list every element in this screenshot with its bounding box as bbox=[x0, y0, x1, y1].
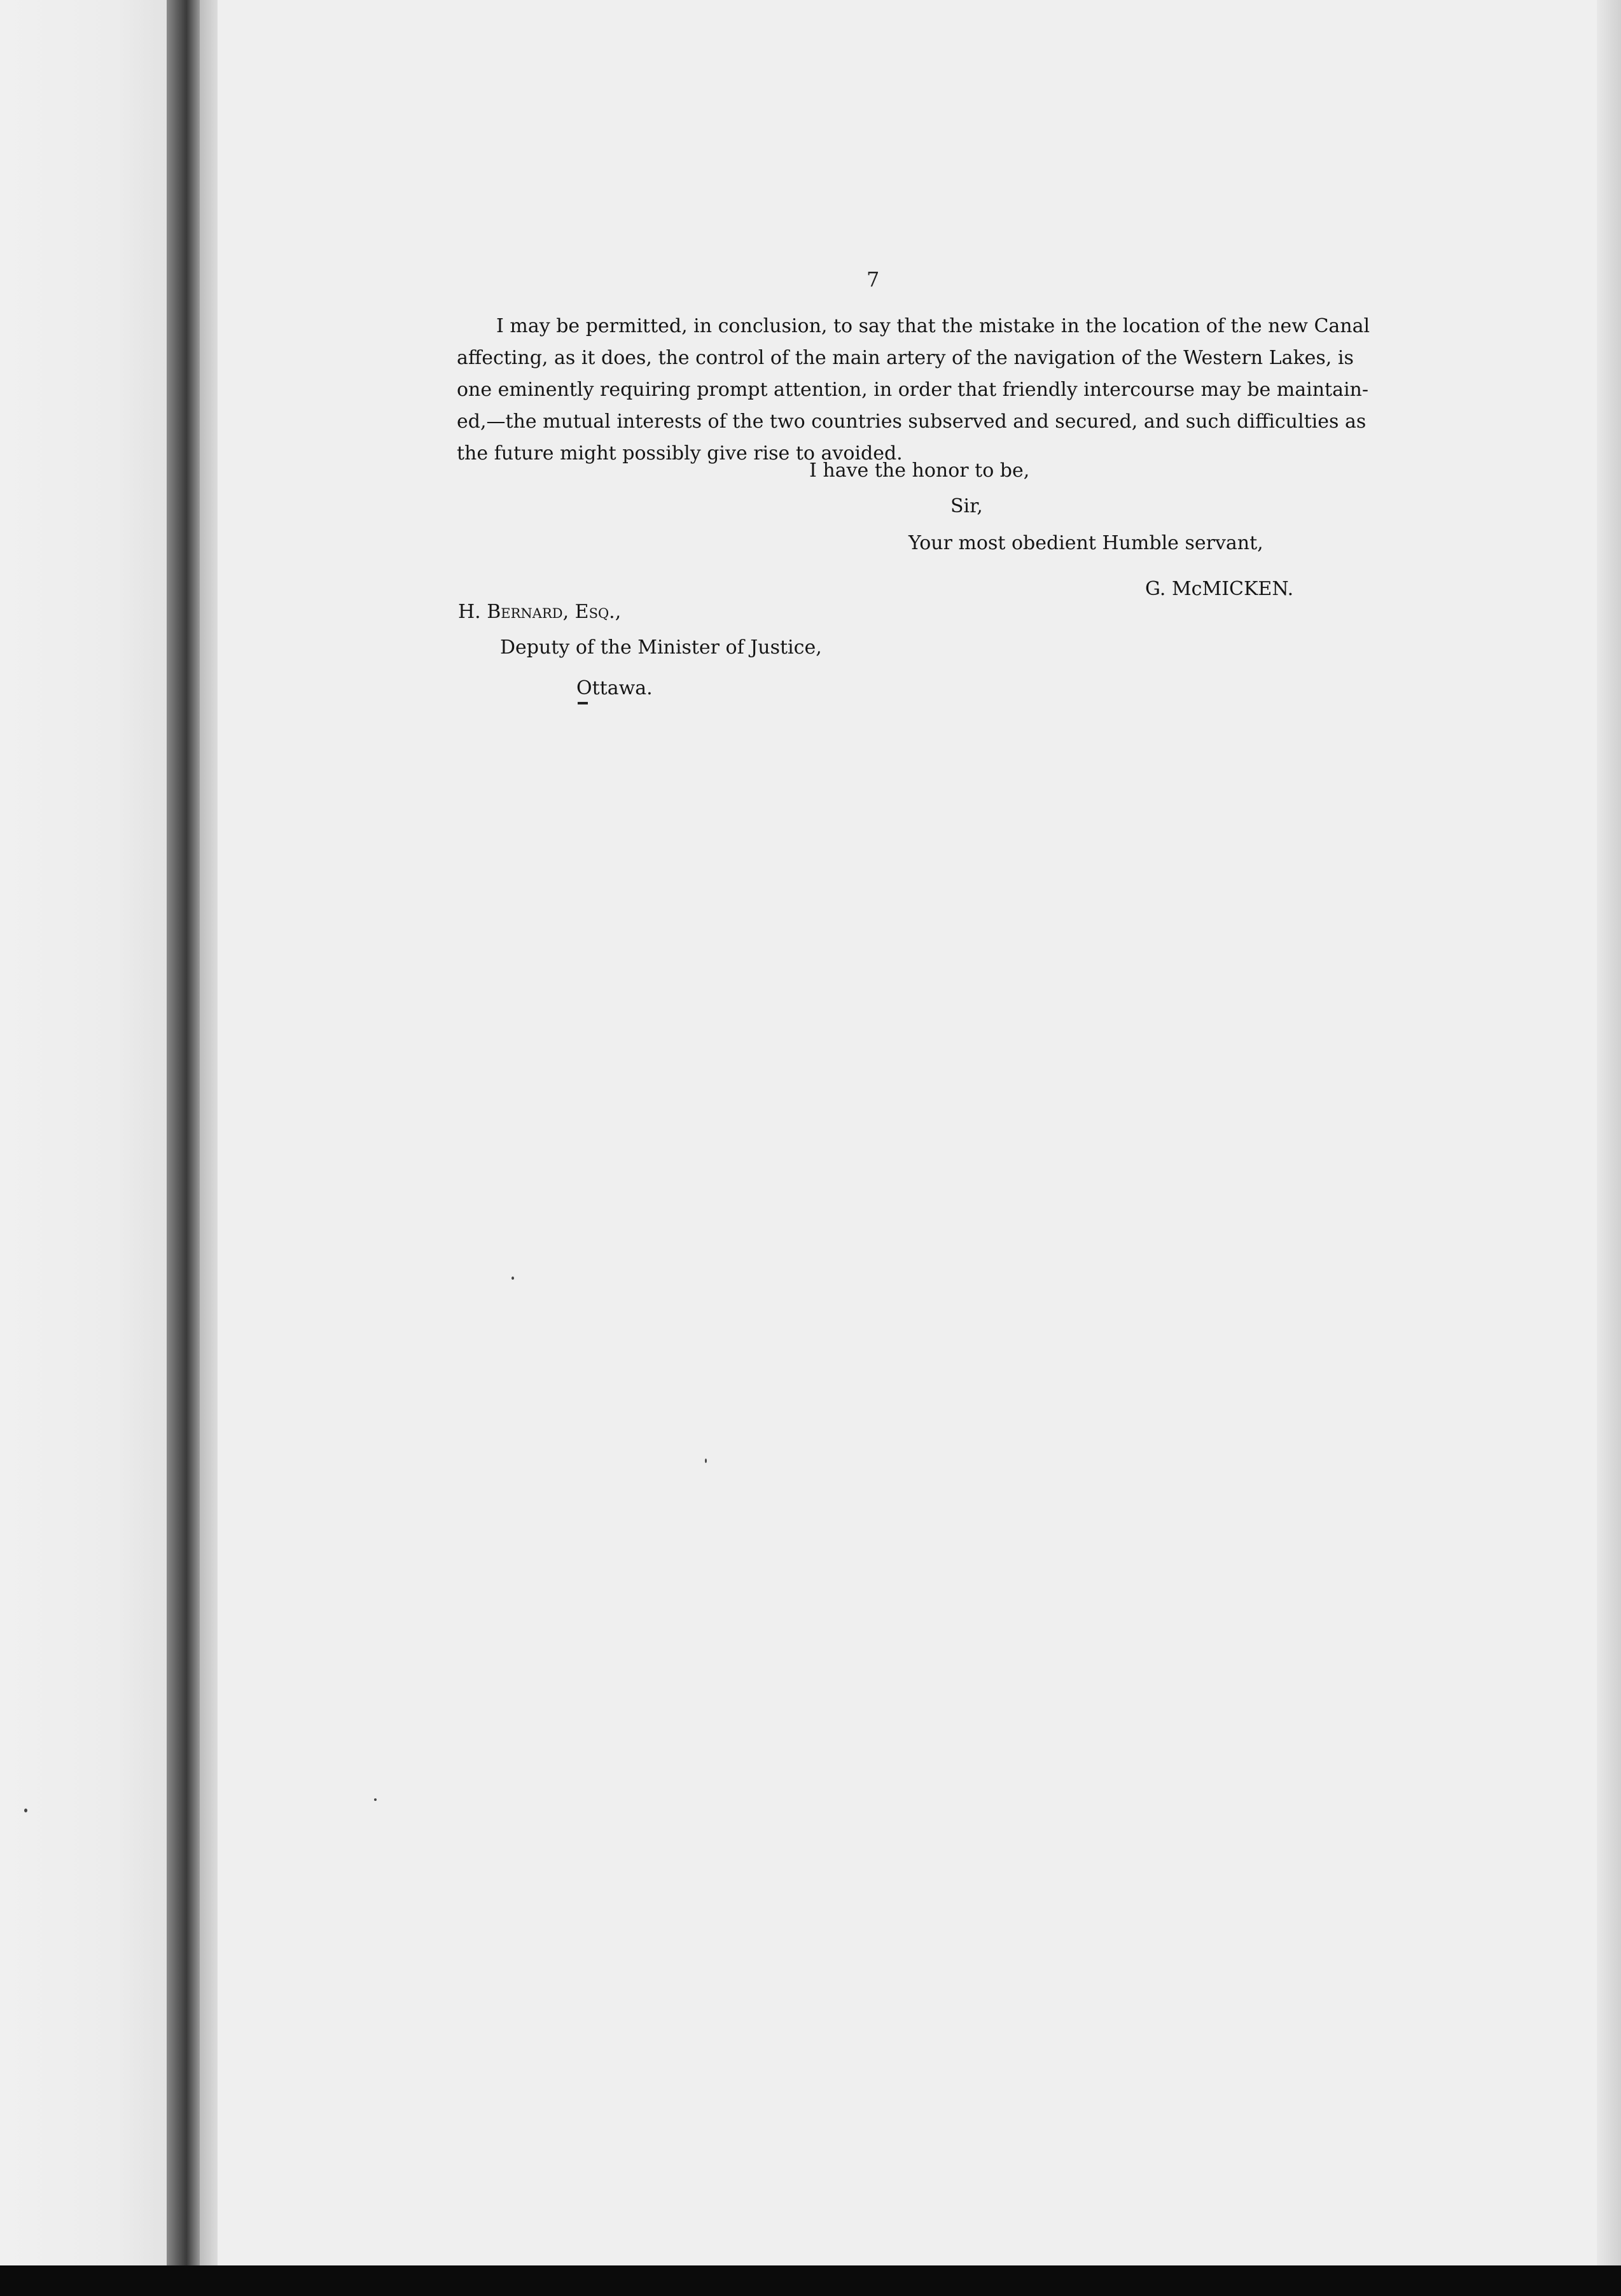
signature: G. McMICKEN. bbox=[1145, 578, 1294, 600]
letter-paragraph bbox=[457, 311, 1370, 470]
paragraph-line: the future might possibly give rise to avoided. bbox=[457, 442, 903, 465]
recipient-title: Deputy of the Minister of Justice, bbox=[500, 636, 822, 659]
closing-servant: Your most obedient Humble servant, bbox=[908, 532, 1263, 554]
paragraph-line: I may be permitted, in conclusion, to say that the mistake in the location of the new Canal bbox=[496, 315, 1370, 337]
closing-salutation: I have the honor to be, bbox=[809, 459, 1030, 482]
left-page-edge bbox=[0, 0, 167, 2265]
recipient-city: Ottawa. bbox=[576, 677, 653, 699]
spine-shadow bbox=[200, 0, 218, 2265]
right-page-edge bbox=[1597, 0, 1621, 2265]
underline-mark bbox=[578, 702, 588, 704]
book-spine bbox=[167, 0, 200, 2265]
paragraph-line: ed,—the mutual interests of the two countries subserved and secured, and such difficulties as bbox=[457, 410, 1367, 433]
paragraph-line: affecting, as it does, the control of the main artery of the navigation of the Western Lakes, is bbox=[457, 347, 1354, 369]
bottom-scan-border bbox=[0, 2265, 1621, 2296]
scan-speck bbox=[511, 1277, 514, 1280]
page-number: 7 bbox=[866, 267, 880, 291]
closing-sir: Sir, bbox=[950, 495, 983, 517]
paragraph-line: one eminently requiring prompt attention, in order that friendly intercourse may be maintain- bbox=[457, 379, 1369, 401]
recipient-name: H. Bernard, Esq., bbox=[458, 601, 622, 623]
scan-speck bbox=[705, 1459, 707, 1463]
scan-speck bbox=[24, 1809, 27, 1812]
scan-speck bbox=[374, 1798, 377, 1801]
